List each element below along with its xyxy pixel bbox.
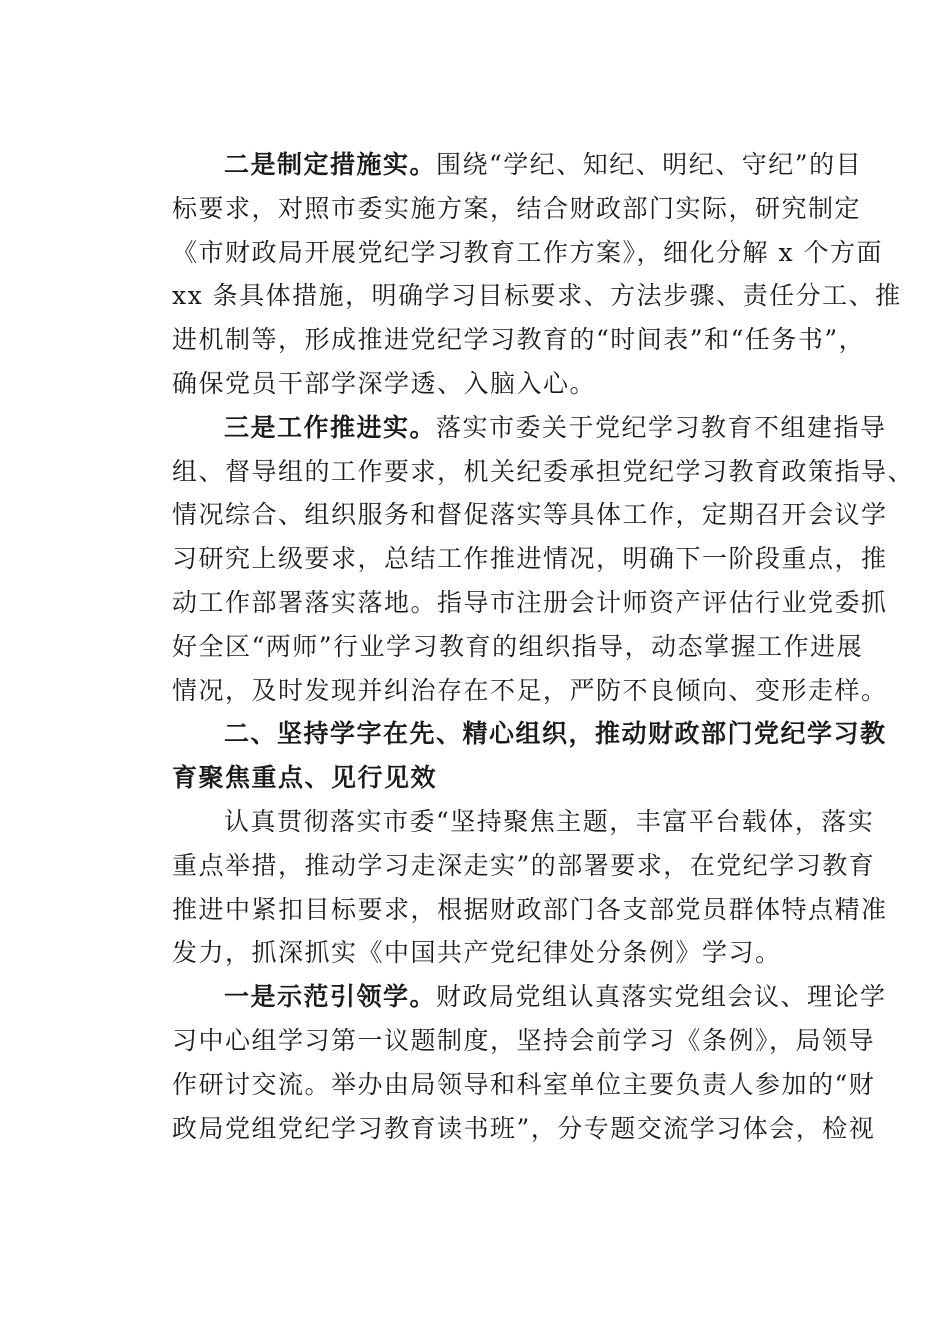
paragraph-measures: [172, 143, 902, 406]
text-line: 好全区“两师”行业学习教育的组织指导，动态掌握工作进展: [172, 631, 864, 661]
text-line: 发力，抓深抓实《中国共产党纪律处分条例》学习。: [172, 938, 782, 968]
heading-line: 二、坚持学字在先、精心组织，推动财政部门党纪学习教: [224, 719, 887, 749]
document-body: [172, 143, 915, 1150]
text-line: 财政局党组认真落实党组会议、理论学: [436, 982, 887, 1012]
section-heading: [172, 712, 887, 800]
text-line: 确保党员干部学深学透、入脑入心。: [172, 368, 597, 398]
paragraph-first-line: [172, 143, 863, 187]
paragraph-intro: [172, 800, 888, 975]
text-line: 推进中紧扣目标要求，根据财政部门各支部党员群体特点精准: [172, 894, 888, 924]
text-line: 重点举措，推动学习走深走实”的部署要求，在党纪学习教育: [172, 850, 876, 880]
text-line: 习中心组学习第一议题制度，坚持会前学习《条例》，局领导: [172, 1025, 876, 1055]
text-line: 作研讨交流。举办由局领导和科室单位主要负责人参加的“财: [172, 1069, 876, 1099]
text-line: 认真贯彻落实市委“坚持聚焦主题，丰富平台载体，落实: [224, 806, 875, 836]
text-line: 动工作部署落实落地。指导市注册会计师资产评估行业党委抓: [172, 587, 888, 617]
paragraph-progress: [172, 406, 915, 713]
paragraph-lead: 二是制定措施实。: [224, 150, 437, 179]
text-line: 习研究上级要求，总结工作推进情况，明确下一阶段重点，推: [172, 544, 888, 574]
text-line: 政局党组党纪学习教育读书班”，分专题交流学习体会，检视: [172, 1113, 876, 1143]
text-line: 进机制等，形成推进党纪学习教育的“时间表”和“任务书”，: [172, 325, 866, 355]
heading-line: 育聚焦重点、见行见效: [172, 763, 438, 793]
text-line: 《市财政局开展党纪学习教育工作方案》，细化分解 x 个方面: [172, 237, 883, 267]
text-line: 落实市委关于党纪学习教育不组建指导: [436, 412, 887, 442]
text-line: 围绕“学纪、知纪、明纪、守纪”的目: [436, 150, 863, 179]
text-line: 情况综合、组织服务和督促落实等具体工作，定期召开会议学: [172, 500, 888, 530]
paragraph-lead: 一是示范引领学。: [224, 982, 437, 1012]
paragraph-demonstration: [172, 975, 887, 1150]
text-line: 标要求，对照市委实施方案，结合财政部门实际，研究制定: [172, 193, 862, 223]
text-line: xx 条具体措施，明确学习目标要求、方法步骤、责任分工、推: [172, 281, 902, 311]
paragraph-lead: 三是工作推进实。: [224, 412, 437, 442]
paragraph-first-line: [172, 406, 887, 450]
text-line: 组、督导组的工作要求，机关纪委承担党纪学习教育政策指导、: [172, 456, 915, 486]
paragraph-first-line: [172, 975, 887, 1019]
text-line: 情况，及时发现并纠治存在不足，严防不良倾向、变形走样。: [172, 675, 888, 705]
